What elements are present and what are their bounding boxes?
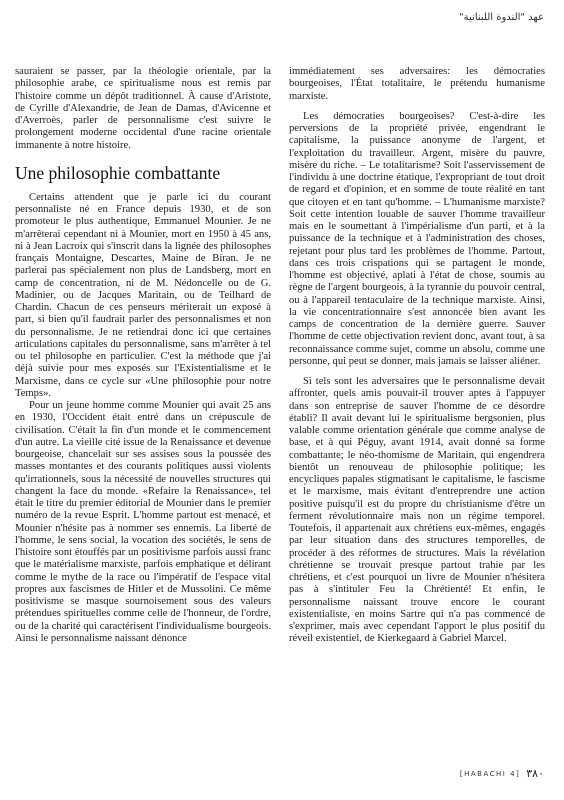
paragraph: Certains attendent que je parle ici du courant personnaliste né en France depuis 1930, et de son promoteur le plus authentique, Emmanuel Mounier. Je ne m'arrêterai cependant ni à Mounier, mort en 1950 à 45 ans, ni à Jean Lacroix qui s'inscrit dans la lignée des philosophes français Montaigne, Descartes, Maine de Biran. Je ne parlerai pas spécialement non plus de Landsberg, mort en camp de concentration, ni de M. Nédoncelle ou de G. Madinier, ou de Jacques Maritain, ou de Teilhard de Chardin. Chacun de ces penseurs mériterait un exposé à part, si bien qu'il faudrait parler des personnalismes et non du personnalisme. Je ne retiendrai donc ici que certaines articulations capitales du personnalisme, sans m'arrêter à tel ou tel philosophe en particulier. C'est la méthode que j'ai déjà suivie pour mes exposés sur l'Existentialisme et le Marxisme, dans ce cycle sur «Une philosophie pour notre Temps». <box>15 191 271 399</box>
running-head: عهد "الندوة اللبنانية" <box>459 12 544 23</box>
paragraph: Pour un jeune homme comme Mounier qui avait 25 ans en 1930, l'Occident était entré dans un crépuscule de civilisation. C'était la fin d'un monde et le commencement d'un autre. La vieille cité issue de la Renaissance et devenue bourgeoise, chancelait sur ses assises sous la poussée des masses montantes et des courants politiques aussi violents qu'irrationnels, sous la nécessité de nouvelles structures qui changent la face du monde. «Refaire la Renaissance», tel était le titre du premier éditorial de Mounier dans le premier numéro de la revue Esprit. L'homme partout est menacé, et Mounier n'hésite pas à nommer ses ennemis. La liberté de l'homme, le sens social, la vocation des sociétés, le sens de l'histoire sont étouffés par un positivisme parfois aussi franc que le matérialisme marxiste, parfois emphatique et délirant comme le mythe de la race ou l'impératif de l'espace vital propres aux fascismes de Hitler et de Mussolini. Ce même positivisme se masque sournoisement sous des valeurs prétendues spirituelles comme celle de l'honneur, de l'ordre, ou de la charité qui caractérisent l'individualisme bourgeois. Ainsi le personnalisme naissant dénonce <box>15 400 271 644</box>
page-number: ٣٨٠ <box>526 767 544 780</box>
paragraph-continued: sauraient se passer, par la théologie orientale, par la philosophie arabe, ce spiritualisme nous est remis par l'histoire comme un dépôt traditionnel. À cause d'Aristote, de Cyrille d'Alexandrie, de Jean de Damas, d'Avicenne et d'Averroès, parler de personnalisme c'est suivre le prolongement moderne occidental d'une racine orientale immanente à notre histoire. <box>15 66 271 151</box>
paragraph: Les démocraties bourgeoises? C'est-à-dire les perversions de la propriété privée, engendrant le capitalisme, la puissance anonyme de l'argent, et l'exploitation du travailleur. Argent, misère du pauvre, misère du riche. – Le totalitarisme? Soit l'asservissement de l'individu à une doctrine étatique, l'expropriant de tout droit de regard et d'opinion, et en somme de toute réalité en tant que citoyen et en tant qu'homme. – L'humanisme marxiste? Soit cette intention louable de sauver l'homme travailleur mais en le soumettant à l'impérialisme d'un parti, et à la puissance de la technique et à l'administration des choses, rejetant pour plus tard les problèmes de l'homme. Partout, dans ces trois crispations qui se partagent le monde, l'homme est objectivé, aplati à l'état de chose, soumis au règne de l'argent bourgeois, à la tyrannie du pouvoir central, ou à l'appareil tentaculaire de la technique marxiste. Ainsi, la vie concentrationnaire s'est annoncée bien avant les camps de concentration de la dernière guerre. Sauver l'homme de cette objectivation revient donc, avant tout, à sa reconnaissance comme sujet, comme un absolu, comme une personne, qui peut se donner, mais jamais se laisser aliéner. <box>289 110 545 367</box>
left-column <box>15 66 271 645</box>
footer-label: [HABACHI 4] <box>459 769 521 778</box>
paragraph-continued: immédiatement ses adversaires: les démocraties bourgeoises, l'État totalitaire, le prétendu humanisme marxiste. <box>289 66 545 102</box>
section-heading: Une philosophie combattante <box>15 162 221 183</box>
right-column <box>289 66 545 646</box>
paragraph: Si tels sont les adversaires que le personnalisme devait affronter, quels amis pouvait-il trouver aptes à l'appuyer dans son entreprise de sauver l'homme de ce désordre établi? Il avait devant lui le spiritualisme bergsonien, plus valable comme orientation générale que comme analyse de base, et à qui Péguy, avant 1914, avait donné sa forme combattante; le néo-thomisme de Maritain, qui engendrera bientôt un renouveau de philosophie politique; les encycliques papales stigmatisant le capitalisme, le fascisme et le marxisme, mais évitant d'entreprendre une action positive puisqu'il est du propre du christianisme d'être un ferment révolutionnaire mais non un régime temporel. Toutefois, il appartenait aux chrétiens eux-mêmes, engagés par leur situation dans des structures temporelles, de procéder à des réformes de structures. Mais la révélation chrétienne se trouvait presque partout trahie par les chrétiens, et c'est pourquoi un livre de Mounier n'hésitera pas à s'intituler Feu la Chrétienté! Et enfin, le personnalisme naissant trouve encore le courant existentialiste, en moins Sartre qui n'a pas commencé de s'exprimer, mais avec cependant l'apport le plus positif du réveil existentiel, de Kierkegaard à Gabriel Marcel. <box>289 376 545 645</box>
page-footer <box>460 767 544 780</box>
